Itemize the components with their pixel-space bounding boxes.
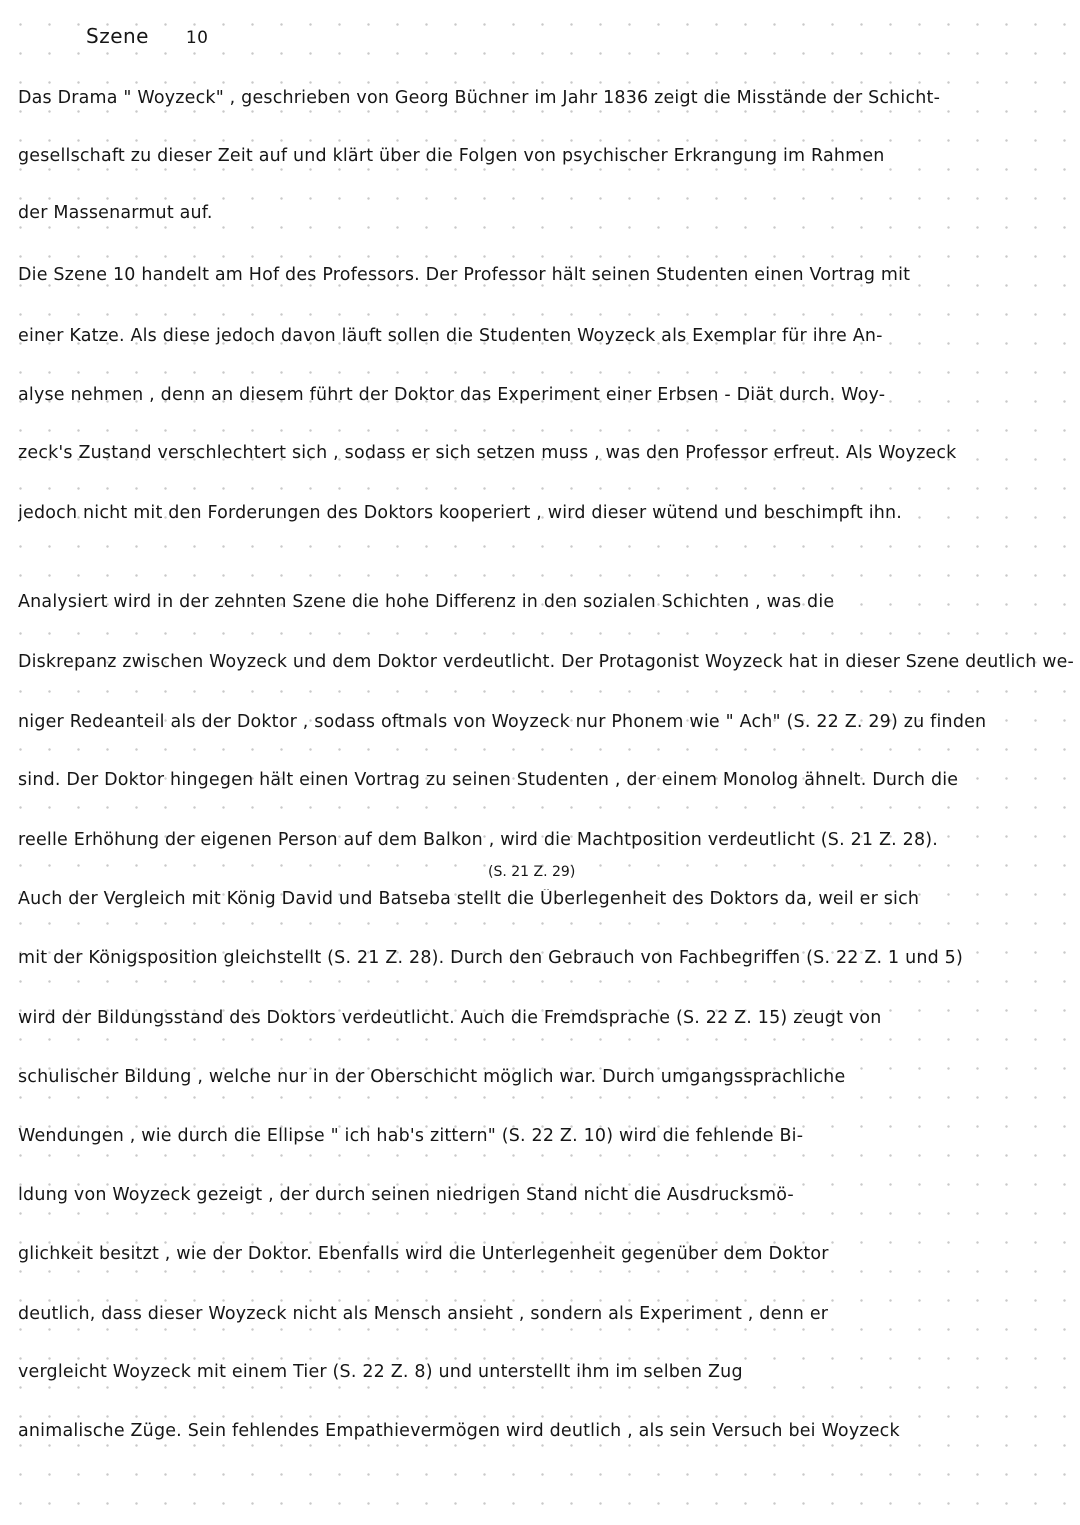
text-line-8: jedoch nicht mit den Forderungen des Doktors kooperiert , wird dieser wütend und beschimpft ihn.: [18, 503, 903, 523]
text-line-11: niger Redeanteil als der Doktor , sodass oftmals von Woyzeck nur Phonem wie " Ach" (S. 22 Z. 29) zu finden: [18, 712, 987, 732]
text-line-18: Wendungen , wie durch die Ellipse " ich hab's zittern" (S. 22 Z. 10) wird die fehlende Bi-: [18, 1126, 804, 1146]
text-line-4: Die Szene 10 handelt am Hof des Professors. Der Professor hält seinen Studenten einen Vortrag mit: [18, 265, 911, 285]
text-line-21: deutlich, dass dieser Woyzeck nicht als Mensch ansieht , sondern als Experiment , denn er: [18, 1304, 829, 1324]
text-line-9: Analysiert wird in der zehnten Szene die hohe Differenz in den sozialen Schichten , was die: [18, 592, 835, 612]
text-line-3: der Massenarmut auf.: [18, 203, 213, 223]
text-line-20: glichkeit besitzt , wie der Doktor. Ebenfalls wird die Unterlegenheit gegenüber dem Doktor: [18, 1244, 829, 1264]
insertion-note: (S. 21 Z. 29): [488, 864, 576, 880]
text-line-19: ldung von Woyzeck gezeigt , der durch seinen niedrigen Stand nicht die Ausdrucksmö-: [18, 1185, 794, 1205]
text-line-17: schulischer Bildung , welche nur in der Oberschicht möglich war. Durch umgangssprachliche: [18, 1067, 846, 1087]
text-line-10: Diskrepanz zwischen Woyzeck und dem Doktor verdeutlicht. Der Protagonist Woyzeck hat in dieser Szene deutlich we-: [18, 652, 1074, 672]
text-line-12: sind. Der Doktor hingegen hält einen Vortrag zu seinen Studenten , der einem Monolog ähnelt. Durch die: [18, 770, 959, 790]
text-line-2: gesellschaft zu dieser Zeit auf und klärt über die Folgen von psychischer Erkrangung im Rahmen: [18, 146, 885, 166]
scene-heading-label: Szene: [86, 24, 149, 48]
text-line-13: reelle Erhöhung der eigenen Person auf dem Balkon , wird die Machtposition verdeutlicht (S. 21 Z. 28).: [18, 830, 939, 850]
text-line-5: einer Katze. Als diese jedoch davon läuft sollen die Studenten Woyzeck als Exemplar für ihre An-: [18, 326, 883, 346]
scene-heading-number: 10: [185, 28, 209, 48]
text-line-6: alyse nehmen , denn an diesem führt der Doktor das Experiment einer Erbsen - Diät durch. Woy-: [18, 385, 886, 405]
text-line-1: Das Drama " Woyzeck" , geschrieben von Georg Büchner im Jahr 1836 zeigt die Misstände der Schicht-: [18, 88, 941, 108]
text-line-14: Auch der Vergleich mit König David und Batseba stellt die Überlegenheit des Doktors da, weil er sich: [18, 889, 920, 909]
scene-heading: [86, 24, 208, 48]
text-line-22: vergleicht Woyzeck mit einem Tier (S. 22 Z. 8) und unterstellt ihm im selben Zug: [18, 1362, 743, 1382]
text-line-7: zeck's Zustand verschlechtert sich , sodass er sich setzen muss , was den Professor erfreut. Als Woyzeck: [18, 443, 957, 463]
text-line-16: wird der Bildungsstand des Doktors verdeutlicht. Auch die Fremdsprache (S. 22 Z. 15) zeugt von: [18, 1008, 882, 1028]
text-line-23: animalische Züge. Sein fehlendes Empathievermögen wird deutlich , als sein Versuch bei Woyzeck: [18, 1421, 900, 1441]
text-line-15: mit der Königsposition gleichstellt (S. 21 Z. 28). Durch den Gebrauch von Fachbegriffen (S. 22 Z. 1 und 5): [18, 948, 963, 968]
